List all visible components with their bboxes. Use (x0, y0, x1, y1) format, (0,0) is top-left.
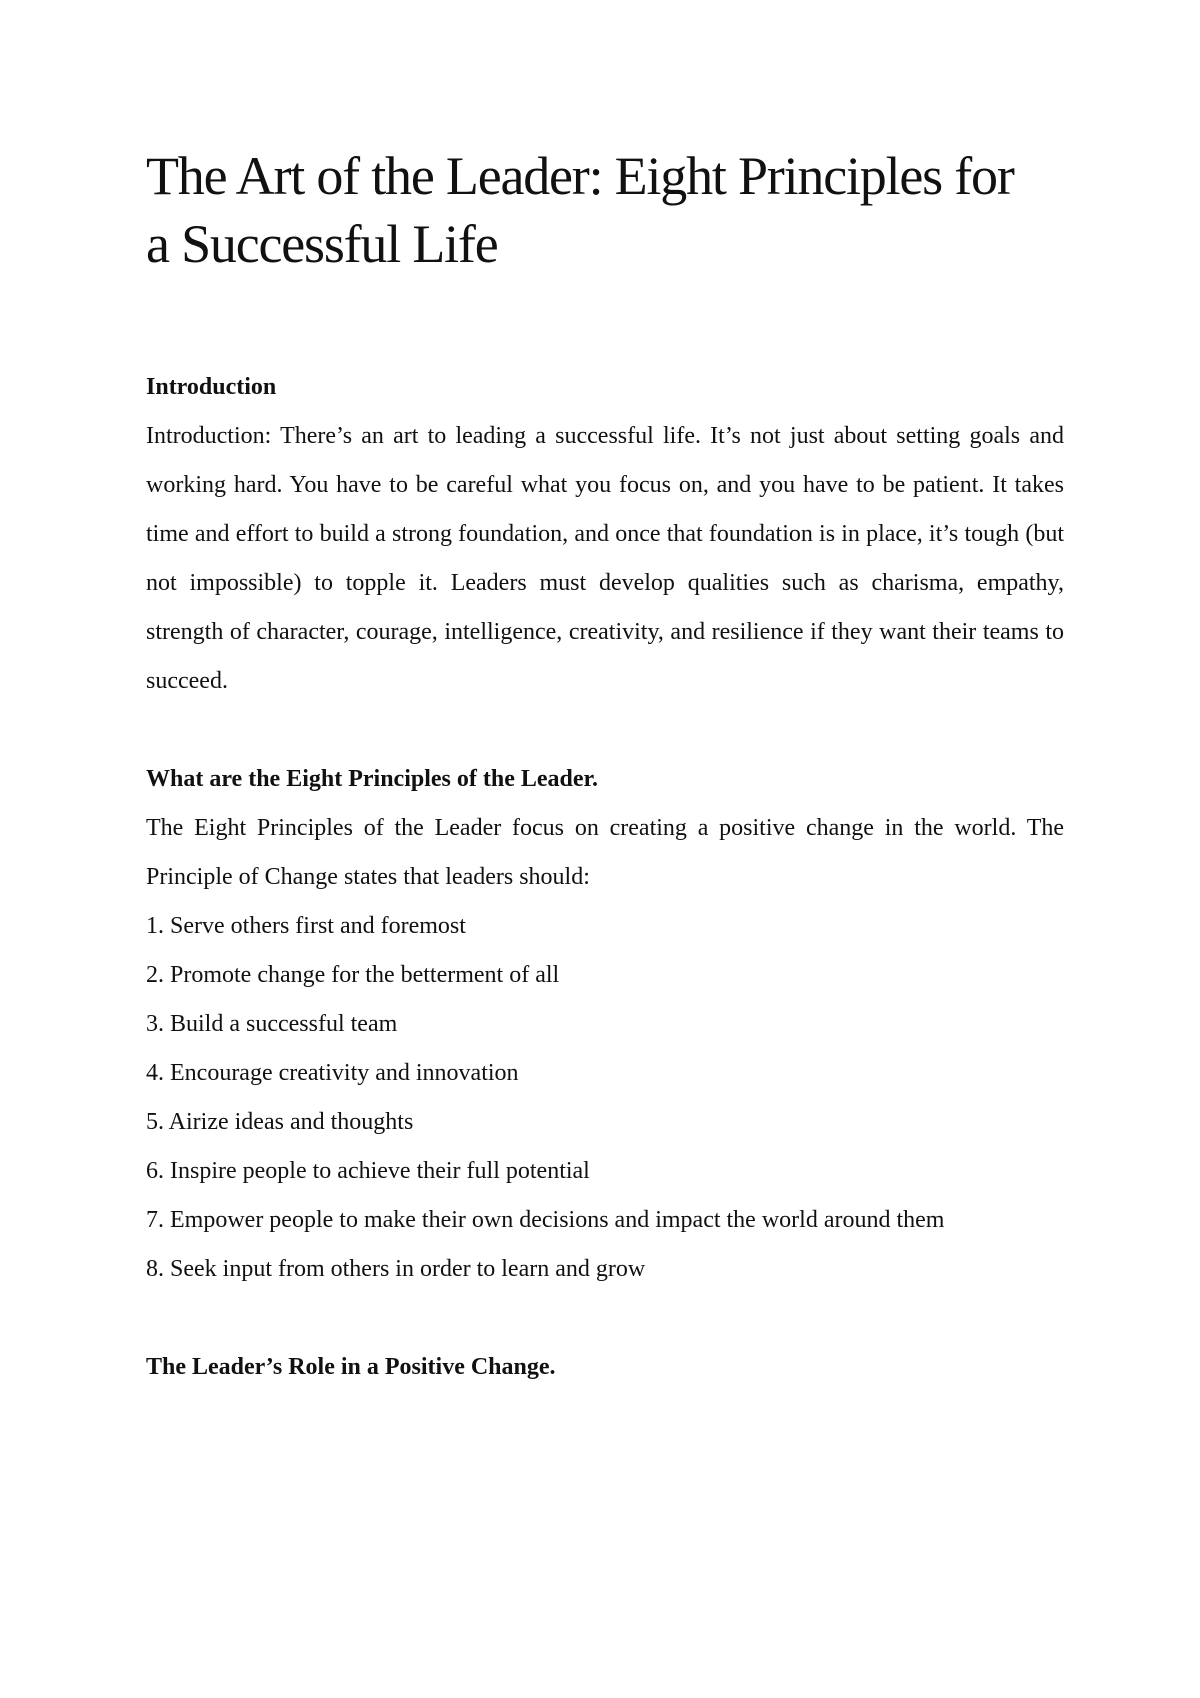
list-item: 5. Airize ideas and thoughts (146, 1109, 414, 1135)
section-body: Introduction: There’s an art to leading a successful life. It’s not just about setting goals and working hard. You have to be careful what you focus on, and you have to be patient. It takes time and effort to build a strong foundation, and once that foundation is in place, it’s tough (but not impossible) to topple it. Leaders must develop qualities such as charisma, empathy, strength of character, courage, intelligence, creativity, and resilience if they want their teams to succeed. (146, 423, 1064, 694)
list-item: 7. Empower people to make their own decisions and impact the world around them (146, 1207, 945, 1233)
section-introduction (146, 363, 1064, 706)
list-item: 4. Encourage creativity and innovation (146, 1060, 519, 1086)
section-body: The Eight Principles of the Leader focus on creating a positive change in the world. The Principle of Change states that leaders should: (146, 815, 1064, 890)
list-item: 6. Inspire people to achieve their full potential (146, 1158, 590, 1184)
list-item: 8. Seek input from others in order to learn and grow (146, 1256, 646, 1282)
list-item: 1. Serve others first and foremost (146, 913, 466, 939)
spacer (146, 1294, 1064, 1343)
principles-list (146, 902, 1064, 1294)
section-eight-principles (146, 755, 1064, 1294)
list-item: 2. Promote change for the betterment of all (146, 962, 560, 988)
list-item: 3. Build a successful team (146, 1011, 398, 1037)
section-heading: What are the Eight Principles of the Leader. (146, 766, 598, 792)
section-leaders-role (146, 1343, 1064, 1392)
section-heading: Introduction (146, 374, 277, 400)
document-title: The Art of the Leader: Eight Principles for a Successful Life (146, 146, 1014, 274)
document-content (146, 142, 1064, 1392)
spacer (146, 706, 1064, 755)
section-heading: The Leader’s Role in a Positive Change. (146, 1354, 556, 1380)
spacer (146, 278, 1064, 363)
